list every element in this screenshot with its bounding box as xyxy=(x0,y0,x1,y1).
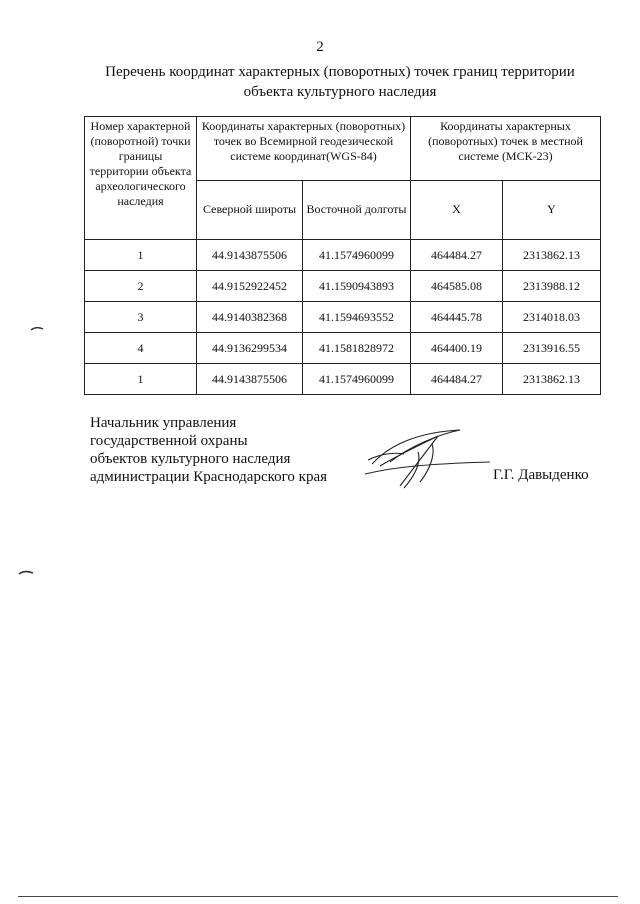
cell-lon: 41.1581828972 xyxy=(303,333,411,364)
cell-y: 2313988.12 xyxy=(503,271,601,302)
cell-point: 4 xyxy=(85,333,197,364)
table-row xyxy=(85,364,601,395)
cell-lat: 44.9152922452 xyxy=(197,271,303,302)
header-y: Y xyxy=(503,180,601,239)
position-line-4: администрации Краснодарского края xyxy=(90,469,328,485)
title-line-2: объекта культурного наследия xyxy=(243,84,437,100)
position-line-3: объектов культурного наследия xyxy=(90,451,291,467)
page-bottom-edge xyxy=(18,896,618,897)
cell-lon: 41.1574960099 xyxy=(303,240,411,271)
cell-lon: 41.1590943893 xyxy=(303,271,411,302)
cell-y: 2313916.55 xyxy=(503,333,601,364)
coordinates-table xyxy=(84,116,601,395)
cell-lat: 44.9143875506 xyxy=(197,240,303,271)
header-x: X xyxy=(411,180,503,239)
cell-lon: 41.1574960099 xyxy=(303,364,411,395)
header-point-number: Номер характерной (поворотной) точки границы территории объекта археологического наследия xyxy=(85,117,197,240)
handwritten-signature xyxy=(360,424,500,494)
header-wgs84: Координаты характерных (поворотных) точек во Всемирной геодезической системе координат(WGS-84) xyxy=(197,117,411,181)
table-row xyxy=(85,333,601,364)
table-row xyxy=(85,240,601,271)
cell-x: 464484.27 xyxy=(411,240,503,271)
page-number: 2 xyxy=(316,39,324,55)
cell-x: 464445.78 xyxy=(411,302,503,333)
cell-lon: 41.1594693552 xyxy=(303,302,411,333)
cell-point: 2 xyxy=(85,271,197,302)
position-line-1: Начальник управления xyxy=(90,415,237,431)
cell-y: 2313862.13 xyxy=(503,364,601,395)
signer-name: Г.Г. Давыденко xyxy=(493,467,589,483)
cell-x: 464400.19 xyxy=(411,333,503,364)
signatory-position xyxy=(90,414,327,486)
document-title xyxy=(40,62,640,102)
cell-y: 2314018.03 xyxy=(503,302,601,333)
cell-point: 1 xyxy=(85,240,197,271)
table-row xyxy=(85,271,601,302)
cell-y: 2313862.13 xyxy=(503,240,601,271)
title-line-1: Перечень координат характерных (поворотных) точек границ территории xyxy=(105,64,575,80)
cell-point: 1 xyxy=(85,364,197,395)
position-line-2: государственной охраны xyxy=(90,433,248,449)
header-north-latitude: Северной широты xyxy=(197,180,303,239)
cell-point: 3 xyxy=(85,302,197,333)
scan-mark xyxy=(30,326,44,332)
cell-lat: 44.9140382368 xyxy=(197,302,303,333)
cell-x: 464585.08 xyxy=(411,271,503,302)
header-msk23: Координаты характерных (поворотных) точек в местной системе (МСК-23) xyxy=(411,117,601,181)
cell-lat: 44.9136299534 xyxy=(197,333,303,364)
header-east-longitude: Восточной долготы xyxy=(303,180,411,239)
table-row xyxy=(85,302,601,333)
cell-lat: 44.9143875506 xyxy=(197,364,303,395)
scan-mark xyxy=(18,570,34,576)
cell-x: 464484.27 xyxy=(411,364,503,395)
